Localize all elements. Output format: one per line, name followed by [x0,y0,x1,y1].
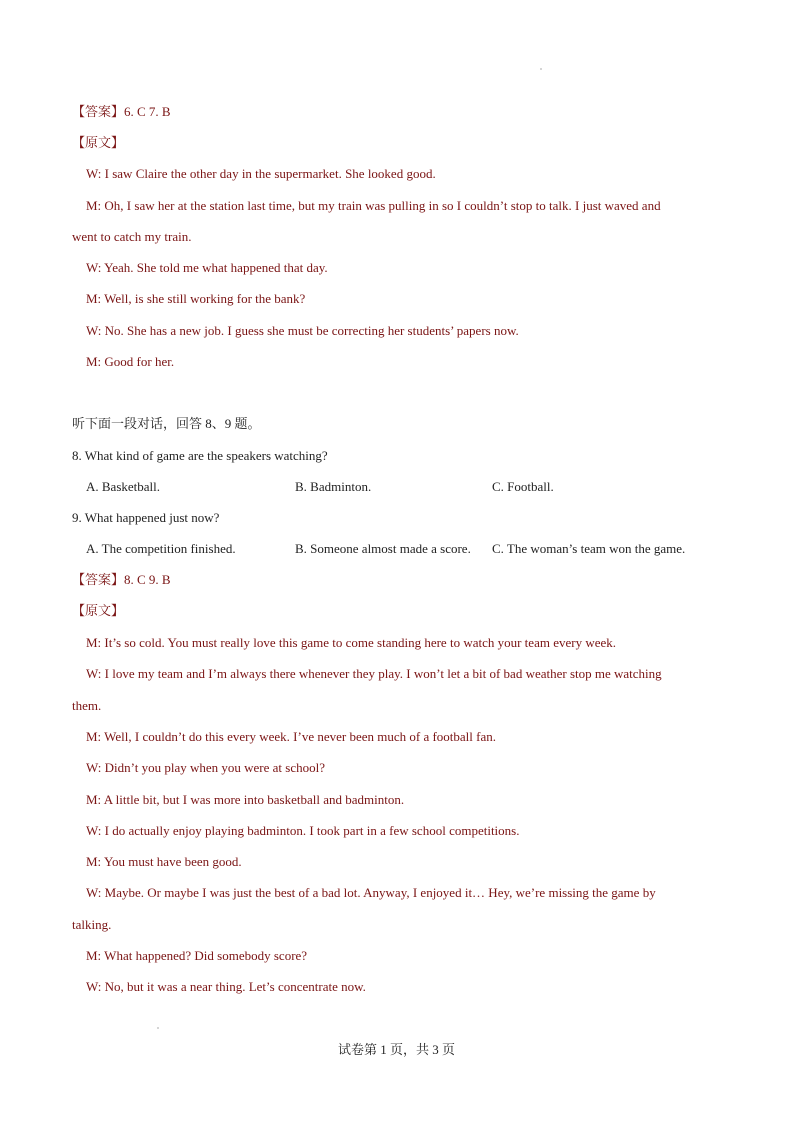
transcript-line: M: Well, is she still working for the bank? [86,291,306,306]
answer-line-6-7: 【答案】6. C 7. B [72,104,171,119]
transcript-line: W: I do actually enjoy playing badminton. I took part in a few school competitions. [86,823,520,838]
transcript-line: M: What happened? Did somebody score? [86,948,308,963]
scan-dot [157,1027,159,1029]
q8-option-b: B. Badminton. [295,479,372,494]
transcript-line: W: I love my team and I’m always there whenever they play. I won’t let a bit of bad weather stop me watching [86,666,662,681]
transcript-line: went to catch my train. [72,229,192,244]
transcript-heading: 【原文】 [72,135,125,150]
transcript-line: M: Good for her. [86,354,175,369]
transcript-line: W: No, but it was a near thing. Let’s concentrate now. [86,979,366,994]
transcript-line: them. [72,698,102,713]
transcript-line: M: Well, I couldn’t do this every week. I’ve never been much of a football fan. [86,729,497,744]
scan-dot [540,68,542,70]
transcript-line: M: A little bit, but I was more into basketball and badminton. [86,792,405,807]
q8-option-a: A. Basketball. [86,479,161,494]
transcript-line: W: Maybe. Or maybe I was just the best of a bad lot. Anyway, I enjoyed it… Hey, we’re missing the game by [86,885,656,900]
question-9: 9. What happened just now? [72,510,220,525]
transcript-line: M: It’s so cold. You must really love this game to come standing here to watch your team every week. [86,635,616,650]
transcript-line: W: Yeah. She told me what happened that day. [86,260,328,275]
q8-option-c: C. Football. [492,479,554,494]
q9-option-a: A. The competition finished. [86,541,236,556]
answer-line-8-9: 【答案】8. C 9. B [72,572,171,587]
page-footer: 试卷第 1 页，共 3 页 [337,1042,455,1057]
transcript-line: W: No. She has a new job. I guess she must be correcting her students’ papers now. [86,323,519,338]
section-instruction: 听下面一段对话，回答 8、9 题。 [72,416,261,431]
transcript-line: talking. [72,917,112,932]
transcript-line: W: I saw Claire the other day in the supermarket. She looked good. [86,166,436,181]
question-8: 8. What kind of game are the speakers watching? [72,448,328,463]
q9-option-c: C. The woman’s team won the game. [492,541,686,556]
transcript-line: M: You must have been good. [86,854,242,869]
transcript-line: M: Oh, I saw her at the station last time, but my train was pulling in so I couldn’t stop to talk. I just waved and [86,198,661,213]
transcript-line: W: Didn’t you play when you were at school? [86,760,325,775]
q9-option-b: B. Someone almost made a score. [295,541,471,556]
transcript-heading: 【原文】 [72,603,125,618]
